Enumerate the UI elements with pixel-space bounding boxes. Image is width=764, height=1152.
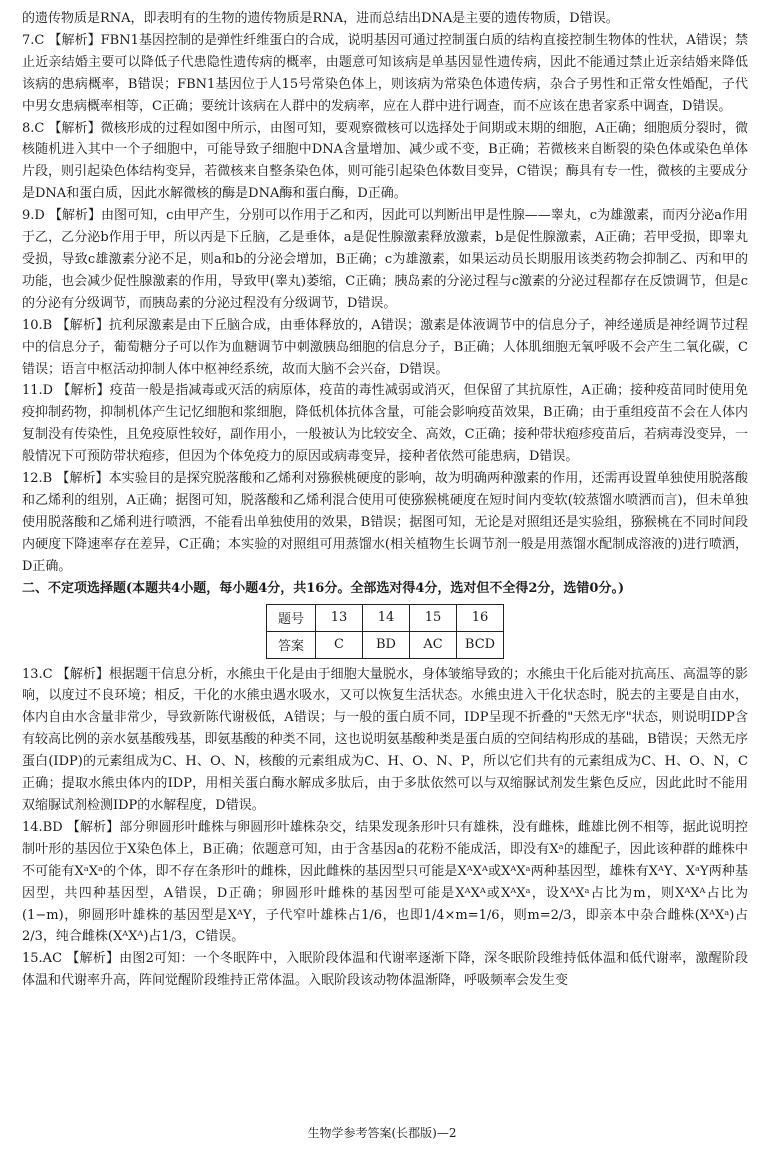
table-row-label: 答案 [267, 631, 316, 658]
table-row-label: 题号 [267, 604, 316, 631]
answer-explanation-15: 15.AC 【解析】由图2可知：一个冬眠阵中，入眠阶段体温和代谢率逐渐下降，深冬眠阶段维持低体温和低代谢率，激醒阶段体温和代谢率升高，阵间觉醒阶段维持正常体温。入眠阶段该动物体温渐降，呼吸频率会发生变 [22, 951, 748, 989]
question-number: 16 [457, 604, 504, 631]
answer-cell: C [316, 631, 363, 658]
answer-explanation-7: 7.C 【解析】FBN1基因控制的是弹性纤维蛋白的合成，说明基因可通过控制蛋白质的结构直接控制生物体的性状，A错误；禁止近亲结婚主要可以降低子代患隐性遗传病的概率，由题意可知该病是单基因显性遗传病，因此不能通过禁止近亲结婚来降低该病的患病概率，B错误；FBN1基因位于人15号常染色体上，则该病为常染色体遗传病，杂合子男性和正常女性婚配，子代中男女患病概率相等，C正确；要统计该病在人群中的发病率，应在人群中进行调查，而不应该在患者家系中调查，D错误。 [22, 32, 748, 114]
answer-table-answer-row [267, 631, 504, 658]
answer-cell: BCD [457, 631, 504, 658]
answer-explanation-9: 9.D 【解析】由图可知，c由甲产生，分别可以作用于乙和丙，因此可以判断出甲是性腺——睾丸，c为雄激素，而丙分泌a作用于乙，乙分泌b作用于甲，所以丙是下丘脑，乙是垂体，a是促性腺激素释放激素，b是促性腺激素，A正确；若甲受损，即睾丸受损，导致c雄激素分泌不足，则a和b的分泌会增加，B正确；c为雄激素，如果运动员长期服用该类药物会抑制乙、丙和甲的功能，也会减少促性腺激素的作用，导致甲(睾丸)萎缩，C正确；胰岛素的分泌过程与c激素的分泌过程都存在反馈调节，但是c的分泌有分级调节，而胰岛素的分泌过程没有分级调节，D错误。 [22, 208, 748, 311]
answer-table [266, 604, 504, 659]
answer-explanation-11: 11.D 【解析】疫苗一般是指减毒或灭活的病原体，疫苗的毒性减弱或消灭，但保留了其抗原性，A正确；接种疫苗同时使用免疫抑制药物，抑制机体产生记忆细胞和浆细胞，降低机体抗体含量，可能会影响疫苗效果，B正确；由于重组疫苗不会在人体内复制没有传染性，且免疫原性较好，副作用小，一般被认为比较安全、高效，C正确；接种带状疱疹疫苗后，若病毒没变异，一般情况下可预防带状疱疹，但因为个体免疫力的原因或病毒变异，接种者依然可能患病，D错误。 [22, 383, 748, 465]
question-number: 14 [363, 604, 410, 631]
question-number: 13 [316, 604, 363, 631]
answer-explanation-12: 12.B 【解析】本实验目的是探究脱落酸和乙烯利对猕猴桃硬度的影响，故为明确两种激素的作用，还需再设置单独使用脱落酸和乙烯利的组别，A正确；据图可知，脱落酸和乙烯利混合使用可使猕猴桃硬度在短时间内变软(较蒸馏水喷洒而言)，但未单独使用脱落酸和乙烯利进行喷洒，不能看出单独使用的效果，B错误；据图可知，无论是对照组还是实验组，猕猴桃在不同时间段内硬度下降速率存在差异，C正确；本实验的对照组可用蒸馏水(相关植物生长调节剂一般是用蒸馏水配制成溶液的)进行喷洒，D正确。 [22, 471, 748, 574]
answer-cell: BD [363, 631, 410, 658]
answer-explanation-13: 13.C 【解析】根据题干信息分析，水熊虫干化是由于细胞大量脱水，身体皱缩导致的；水熊虫干化后能对抗高压、高温等的影响，以度过不良环境；相反，干化的水熊虫遇水吸水，又可以恢复生活状态。水熊虫进入干化状态时，脱去的主要是自由水，体内自由水含量非常少，导致新陈代谢极低，A错误；与一般的蛋白质不同，IDP呈现不折叠的"天然无序"状态，则说明IDP含有较高比例的亲水氨基酸残基，即氨基酸的种类不同，这也说明氨基酸种类是蛋白质的空间结构形成的基础，B错误；天然无序蛋白(IDP)的元素组成为C、H、O、N，核酸的元素组成为C、H、O、N、P，所以它们共有的元素组成为C、H、O、N，C正确；提取水熊虫体内的IDP，用相关蛋白酶水解成多肽后，由于多肽依然可以与双缩脲试剂发生紫色反应，因此此时不能用双缩脲试剂检测IDP的水解程度，D错误。 [22, 666, 748, 813]
question-number: 15 [410, 604, 457, 631]
answer-cell: AC [410, 631, 457, 658]
answer-explanation-8: 8.C 【解析】微核形成的过程如图中所示，由图可知，要观察微核可以选择处于间期或末期的细胞，A正确；细胞质分裂时，微核随机进入其中一个子细胞中，可能导致子细胞中DNA含量增加、减少或不变，B正确；若微核来自断裂的染色体或染色单体片段，则引起染色体结构变异，若微核来自整条染色体，则可能引起染色体数目变异，C错误；酶具有专一性，微核的主要成分是DNA和蛋白质，因此水解微核的酶是DNA酶和蛋白酶，D正确。 [22, 120, 748, 202]
answer-explanation-10: 10.B 【解析】抗利尿激素是由下丘脑合成，由垂体释放的，A错误；激素是体液调节中的信息分子，神经递质是神经调节过程中的信息分子，葡萄糖分子可以作为血糖调节中刺激胰岛细胞的信息分子，B正确；人体肌细胞无氧呼吸不会产生二氧化碳，C错误；语言中枢活动抑制人体中枢神经系统，故而大脑不会兴奋，D错误。 [22, 317, 748, 377]
section-heading: 二、不定项选择题(本题共4小题，每小题4分，共16分。全部选对得4分，选对但不全得2分，选错0分。) [22, 580, 625, 596]
paragraph-continuation: 的遗传物质是RNA，即表明有的生物的遗传物质是RNA，进而总结出DNA是主要的遗传物质，D错误。 [22, 11, 619, 26]
page-footer: 生物学参考答案(长郡版)—2 [307, 1126, 457, 1140]
answer-page [22, 8, 748, 992]
answer-explanation-14: 14.BD 【解析】部分卵圆形叶雌株与卵圆形叶雄株杂交，结果发现条形叶只有雄株，没有雌株，雌雄比例不相等，据此说明控制叶形的基因位于X染色体上，B正确；依题意可知，由于含基因a的花粉不能成活，即没有Xᵃ的雄配子，因此该种群的雌株中不可能有XᵃXᵃ的个体，即不存在条形叶的雌株，因此雌株的基因型只可能是XᴬXᴬ或XᴬXᵃ两种基因型，雄株有XᴬY、XᵃY两种基因型，共四种基因型，A错误，D正确；卵圆形叶雌株的基因型可能是XᴬXᴬ或XᴬXᵃ，设XᴬXᵃ占比为m，则XᴬXᴬ占比为(1−m)，卵圆形叶雄株的基因型是XᴬY，子代窄叶雄株占1/6，也即1/4×m=1/6，则m=2/3，即亲本中杂合雌株(XᴬXᵃ)占2/3，纯合雌株(XᴬXᴬ)占1/3，C错误。 [22, 819, 748, 945]
answer-table-header-row [267, 604, 504, 631]
